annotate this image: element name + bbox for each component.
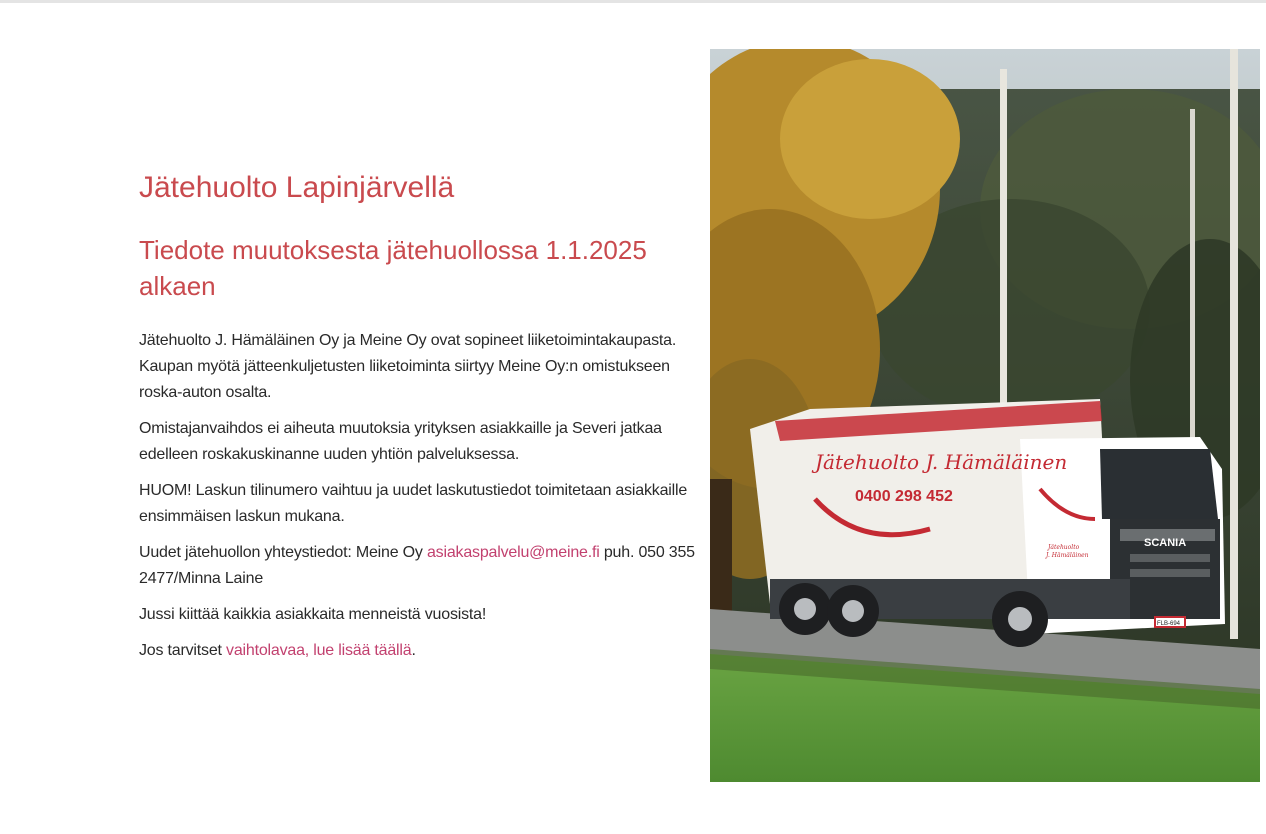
door-text-line2: J. Hämäläinen: [1046, 552, 1089, 559]
paragraph-container-link: [139, 638, 695, 664]
door-text-line1: Jätehuolto: [1048, 544, 1080, 551]
container-info-link[interactable]: vaihtolavaa, lue lisää täällä: [226, 642, 412, 659]
page-title: Jätehuolto Lapinjärvellä: [139, 171, 455, 204]
license-plate-text: FLB-694: [1157, 621, 1181, 627]
link-line-suffix: .: [411, 642, 416, 659]
paragraph-invoice-notice: HUOM! Laskun tilinumero vaihtuu ja uudet laskutustiedot toimitetaan asiakkaille ensimmäisen laskun mukana.: [139, 482, 688, 525]
truck-brand-text: SCANIA: [1144, 537, 1187, 549]
garbage-truck-photo: [710, 49, 1260, 782]
email-link[interactable]: asiakaspalvelu@meine.fi: [426, 544, 600, 561]
top-divider: [0, 0, 1266, 3]
paragraph-ownership: Omistajanvaihdos ei aiheuta muutoksia yrityksen asiakkaille ja Severi jatkaa edelleen roskakuskinanne uuden yhtiön palveluksessa.: [139, 420, 662, 463]
paragraph-contact: [139, 540, 695, 592]
contact-suffix: puh. 050 355 2477/Minna Laine: [139, 544, 695, 587]
truck-phone-text: 0400 298 452: [855, 488, 953, 505]
link-line-prefix: Jos tarvitset: [139, 642, 227, 659]
contact-prefix: Uudet jätehuollon yhteystiedot: Meine Oy: [139, 544, 427, 561]
paragraph-thanks: Jussi kiittää kaikkia asiakkaita menneistä vuosista!: [139, 606, 487, 623]
page-subtitle: Tiedote muutoksesta jätehuollossa 1.1.2025 alkaen: [139, 235, 647, 301]
truck-company-text: Jätehuolto J. Hämäläinen: [815, 450, 1068, 474]
paragraph-business-deal: Jätehuolto J. Hämäläinen Oy ja Meine Oy ovat sopineet liiketoimintakaupasta. Kaupan myötä jätteenkuljetusten liiketoiminta siirtyy Meine Oy:n omistukseen roska-auton osalta.: [139, 332, 677, 401]
main-content: [139, 170, 695, 674]
